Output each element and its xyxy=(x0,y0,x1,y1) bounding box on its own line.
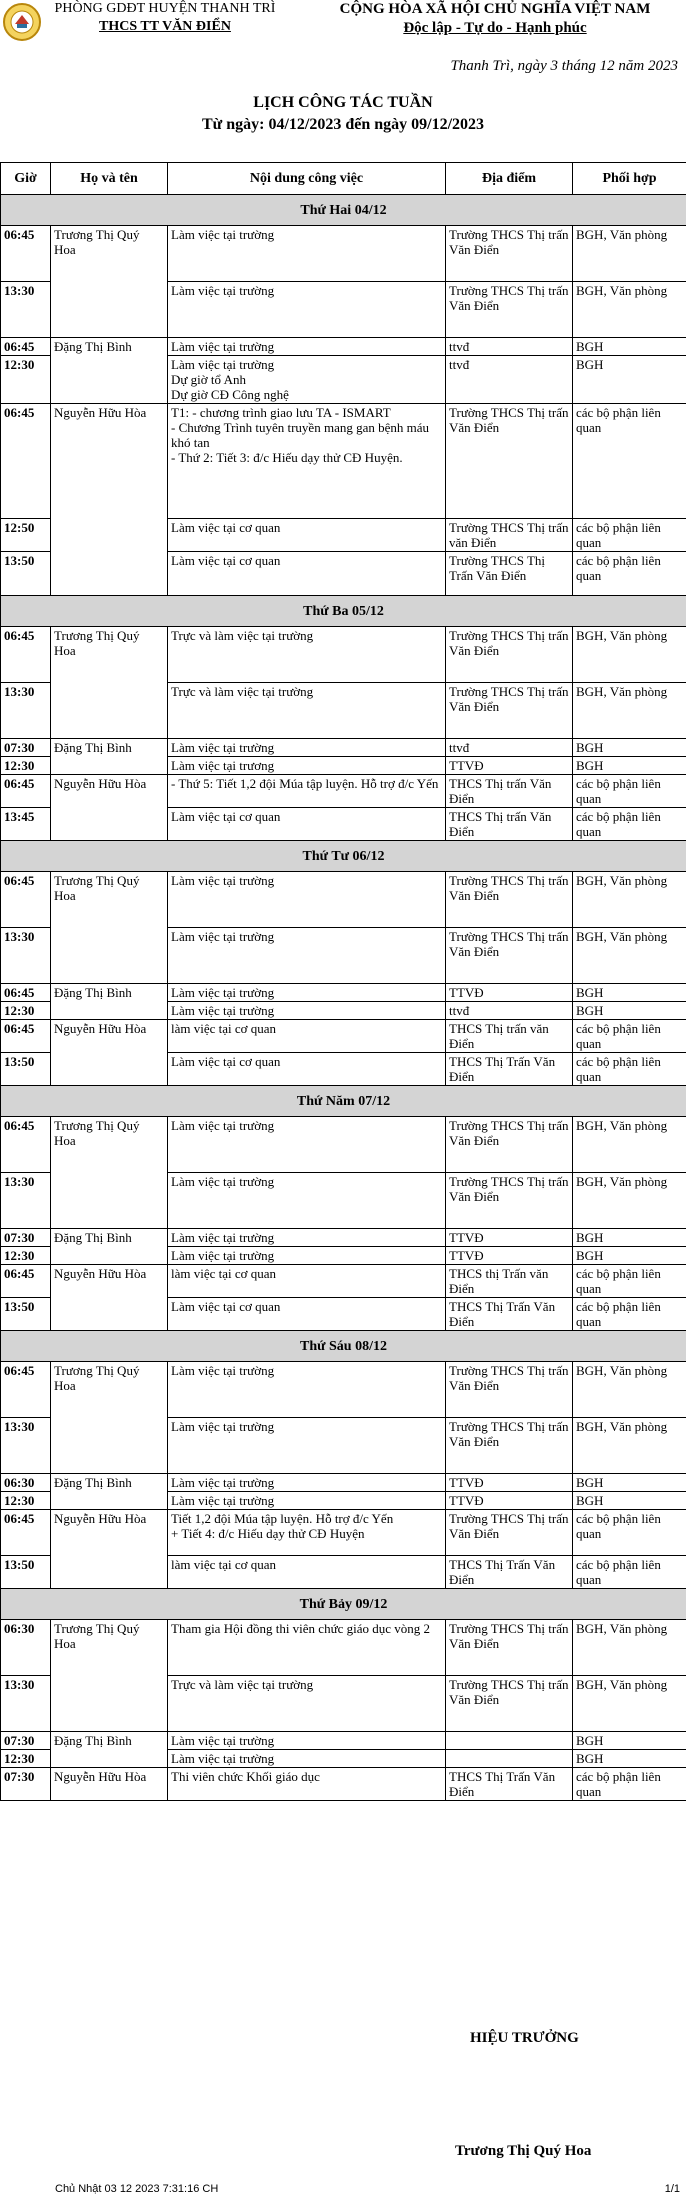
coop-cell: BGH xyxy=(573,1732,686,1750)
table-row xyxy=(1,1768,686,1801)
time-cell: 13:50 xyxy=(1,1556,51,1589)
time-cell: 06:30 xyxy=(1,1474,51,1492)
coop-cell: BGH xyxy=(573,1474,686,1492)
content-cell: Làm việc tại trường xyxy=(168,1418,446,1474)
location-cell: Trường THCS Thị trấn Văn Điển xyxy=(446,928,573,984)
coop-cell: BGH, Văn phòng xyxy=(573,226,686,282)
content-cell: Làm việc tại trường xyxy=(168,1492,446,1510)
content-cell: Làm việc tại trường xyxy=(168,984,446,1002)
person-name-cell: Nguyễn Hữu Hòa xyxy=(51,1768,168,1801)
person-name-cell: Trương Thị Quý Hoa xyxy=(51,1117,168,1229)
day-label: Thứ Hai 04/12 xyxy=(1,195,686,226)
content-cell: T1: - chương trình giao lưu TA - ISMART - Chương Trình tuyên truyền mang gan bệnh máu khó tan - Thứ 2: Tiết 3: đ/c Hiếu dạy thử CĐ Huyện. xyxy=(168,404,446,519)
location-cell: TTVĐ xyxy=(446,1229,573,1247)
col-time-header: Giờ xyxy=(1,163,51,195)
content-cell: Làm việc tại cơ quan xyxy=(168,1298,446,1331)
time-cell: 13:30 xyxy=(1,1676,51,1732)
person-name-cell: Nguyễn Hữu Hòa xyxy=(51,775,168,841)
location-cell: THCS Thị Trấn Văn Điển xyxy=(446,1556,573,1589)
location-cell: TTVĐ xyxy=(446,1492,573,1510)
content-cell: Làm việc tại trương xyxy=(168,757,446,775)
table-row xyxy=(1,739,686,757)
time-cell: 07:30 xyxy=(1,1768,51,1801)
time-cell: 07:30 xyxy=(1,1732,51,1750)
coop-cell: BGH xyxy=(573,1247,686,1265)
time-cell: 13:30 xyxy=(1,1173,51,1229)
location-cell: Trường THCS Thị trấn Văn Điển xyxy=(446,1620,573,1676)
person-name-cell: Đặng Thị Bình xyxy=(51,1474,168,1510)
table-row xyxy=(1,1510,686,1556)
coop-cell: các bộ phận liên quan xyxy=(573,552,686,596)
location-cell xyxy=(446,1750,573,1768)
location-cell: THCS Thị trấn văn Điển xyxy=(446,1020,573,1053)
content-cell: Làm việc tại trường xyxy=(168,338,446,356)
coop-cell: BGH xyxy=(573,356,686,404)
location-cell: THCS Thị trấn Văn Điển xyxy=(446,808,573,841)
person-name-cell: Nguyễn Hữu Hòa xyxy=(51,1510,168,1589)
person-name-cell: Trương Thị Quý Hoa xyxy=(51,1362,168,1474)
col-location-header: Địa điểm xyxy=(446,163,573,195)
table-row xyxy=(1,984,686,1002)
coop-cell: các bộ phận liên quan xyxy=(573,1265,686,1298)
col-coop-header: Phối hợp xyxy=(573,163,686,195)
person-name-cell: Trương Thị Quý Hoa xyxy=(51,1620,168,1732)
location-cell: TTVĐ xyxy=(446,1247,573,1265)
content-cell: Làm việc tại cơ quan xyxy=(168,808,446,841)
location-cell: Trường THCS Thị trấn Văn Điển xyxy=(446,404,573,519)
day-header-row xyxy=(1,1086,686,1117)
location-cell: ttvđ xyxy=(446,739,573,757)
time-cell: 06:45 xyxy=(1,1020,51,1053)
time-cell: 13:45 xyxy=(1,808,51,841)
coop-cell: các bộ phận liên quan xyxy=(573,1768,686,1801)
coop-cell: BGH, Văn phòng xyxy=(573,928,686,984)
content-cell: Làm việc tại trường xyxy=(168,282,446,338)
location-cell: ttvđ xyxy=(446,356,573,404)
time-cell: 12:30 xyxy=(1,1492,51,1510)
time-cell: 06:45 xyxy=(1,627,51,683)
day-label: Thứ Bảy 09/12 xyxy=(1,1589,686,1620)
time-cell: 12:30 xyxy=(1,757,51,775)
content-cell: - Thứ 5: Tiết 1,2 đội Múa tập luyện. Hỗ trợ đ/c Yến xyxy=(168,775,446,808)
coop-cell: các bộ phận liên quan xyxy=(573,1053,686,1086)
time-cell: 06:45 xyxy=(1,226,51,282)
table-row xyxy=(1,1229,686,1247)
day-header-row xyxy=(1,841,686,872)
page-number: 1/1 xyxy=(664,2183,680,2195)
content-cell: Làm việc tại trường xyxy=(168,739,446,757)
person-name-cell: Trương Thị Quý Hoa xyxy=(51,627,168,739)
location-cell: TTVĐ xyxy=(446,757,573,775)
day-header-row xyxy=(1,1331,686,1362)
time-cell: 13:30 xyxy=(1,683,51,739)
coop-cell: BGH xyxy=(573,984,686,1002)
coop-cell: BGH, Văn phòng xyxy=(573,1117,686,1173)
table-row xyxy=(1,1732,686,1750)
time-cell: 13:30 xyxy=(1,282,51,338)
coop-cell: BGH xyxy=(573,338,686,356)
person-name-cell: Đặng Thị Bình xyxy=(51,1229,168,1265)
content-cell: Làm việc tại trường xyxy=(168,1362,446,1418)
content-cell: Làm việc tại cơ quan xyxy=(168,1053,446,1086)
col-name-header: Họ và tên xyxy=(51,163,168,195)
coop-cell: các bộ phận liên quan xyxy=(573,1510,686,1556)
location-cell: ttvđ xyxy=(446,338,573,356)
time-cell: 06:45 xyxy=(1,1362,51,1418)
person-name-cell: Trương Thị Quý Hoa xyxy=(51,226,168,338)
day-label: Thứ Ba 05/12 xyxy=(1,596,686,627)
location-cell: Trường THCS Thị trấn Văn Điển xyxy=(446,226,573,282)
content-cell: Tham gia Hội đồng thi viên chức giáo dục vòng 2 xyxy=(168,1620,446,1676)
content-cell: Làm việc tại trường xyxy=(168,872,446,928)
time-cell: 13:50 xyxy=(1,552,51,596)
document-date: Thanh Trì, ngày 3 tháng 12 năm 2023 xyxy=(450,58,678,74)
day-label: Thứ Tư 06/12 xyxy=(1,841,686,872)
location-cell: ttvđ xyxy=(446,1002,573,1020)
table-header-row xyxy=(1,163,686,195)
day-label: Thứ Sáu 08/12 xyxy=(1,1331,686,1362)
content-cell: Làm việc tại trường xyxy=(168,1002,446,1020)
person-name-cell: Đặng Thị Bình xyxy=(51,984,168,1020)
table-row xyxy=(1,1020,686,1053)
location-cell: TTVĐ xyxy=(446,984,573,1002)
table-row xyxy=(1,1362,686,1418)
time-cell: 06:45 xyxy=(1,775,51,808)
content-cell: Làm việc tại trường Dự giờ tổ Anh Dự giờ CĐ Công nghệ xyxy=(168,356,446,404)
table-row xyxy=(1,1117,686,1173)
location-cell: THCS Thị trấn Văn Điển xyxy=(446,775,573,808)
time-cell: 06:45 xyxy=(1,1265,51,1298)
coop-cell: BGH xyxy=(573,1229,686,1247)
coop-cell: BGH, Văn phòng xyxy=(573,1676,686,1732)
content-cell: Làm việc tại trường xyxy=(168,1732,446,1750)
content-cell: Làm việc tại cơ quan xyxy=(168,519,446,552)
coop-cell: BGH xyxy=(573,1002,686,1020)
coop-cell: các bộ phận liên quan xyxy=(573,1298,686,1331)
signature-title: HIỆU TRƯỞNG xyxy=(470,2030,579,2046)
time-cell: 06:45 xyxy=(1,984,51,1002)
print-timestamp: Chủ Nhật 03 12 2023 7:31:16 CH xyxy=(55,2183,219,2195)
table-row xyxy=(1,1620,686,1676)
time-cell: 12:30 xyxy=(1,1750,51,1768)
coop-cell: BGH xyxy=(573,1750,686,1768)
coop-cell: BGH, Văn phòng xyxy=(573,1418,686,1474)
signature-name: Trương Thị Quý Hoa xyxy=(455,2143,592,2159)
coop-cell: BGH xyxy=(573,739,686,757)
location-cell: THCS Thị Trấn Văn Điển xyxy=(446,1298,573,1331)
coop-cell: BGH, Văn phòng xyxy=(573,627,686,683)
location-cell: Trường THCS Thị trấn Văn Điển xyxy=(446,282,573,338)
coop-cell: BGH, Văn phòng xyxy=(573,1362,686,1418)
time-cell: 07:30 xyxy=(1,1229,51,1247)
coop-cell: các bộ phận liên quan xyxy=(573,775,686,808)
location-cell: Trường THCS Thị trấn Văn Điển xyxy=(446,1362,573,1418)
nation-title: CỘNG HÒA XÃ HỘI CHỦ NGHĨA VIỆT NAM xyxy=(339,1,651,17)
table-row xyxy=(1,775,686,808)
person-name-cell: Đặng Thị Bình xyxy=(51,338,168,404)
coop-cell: BGH, Văn phòng xyxy=(573,872,686,928)
location-cell xyxy=(446,1732,573,1750)
content-cell: làm việc tại cơ quan xyxy=(168,1556,446,1589)
location-cell: Trường THCS Thị trấn Văn Điển xyxy=(446,1173,573,1229)
coop-cell: các bộ phận liên quan xyxy=(573,808,686,841)
time-cell: 12:30 xyxy=(1,1247,51,1265)
time-cell: 12:30 xyxy=(1,356,51,404)
org-school: THCS TT VĂN ĐIỂN xyxy=(99,19,231,34)
time-cell: 06:45 xyxy=(1,404,51,519)
table-row xyxy=(1,338,686,356)
content-cell: Làm việc tại trường xyxy=(168,1750,446,1768)
time-cell: 12:30 xyxy=(1,1002,51,1020)
time-cell: 13:30 xyxy=(1,1418,51,1474)
coop-cell: BGH, Văn phòng xyxy=(573,683,686,739)
location-cell: Trường THCS Thị trấn Văn Điển xyxy=(446,1418,573,1474)
day-header-row xyxy=(1,596,686,627)
person-name-cell: Nguyễn Hữu Hòa xyxy=(51,1265,168,1331)
time-cell: 13:50 xyxy=(1,1298,51,1331)
content-cell: Trực và làm việc tại trường xyxy=(168,1676,446,1732)
content-cell: Trực và làm việc tại trường xyxy=(168,683,446,739)
person-name-cell: Đặng Thị Bình xyxy=(51,739,168,775)
coop-cell: các bộ phận liên quan xyxy=(573,1020,686,1053)
time-cell: 06:45 xyxy=(1,338,51,356)
table-row xyxy=(1,404,686,519)
col-content-header: Nội dung công việc xyxy=(168,163,446,195)
time-cell: 07:30 xyxy=(1,739,51,757)
day-header-row xyxy=(1,195,686,226)
location-cell: Trường THCS Thị trấn Văn Điển xyxy=(446,1676,573,1732)
location-cell: Trường THCS Thị trấn Văn Điển xyxy=(446,872,573,928)
location-cell: THCS Thị Trấn Văn Điển xyxy=(446,1053,573,1086)
content-cell: Làm việc tại trường xyxy=(168,226,446,282)
time-cell: 06:30 xyxy=(1,1620,51,1676)
table-row xyxy=(1,1265,686,1298)
page-title: LỊCH CÔNG TÁC TUẦN xyxy=(253,94,433,111)
table-row xyxy=(1,627,686,683)
time-cell: 13:30 xyxy=(1,928,51,984)
location-cell: Trường THCS Thị trấn Văn Điển xyxy=(446,627,573,683)
coop-cell: các bộ phận liên quan xyxy=(573,1556,686,1589)
coop-cell: BGH, Văn phòng xyxy=(573,282,686,338)
content-cell: làm việc tại cơ quan xyxy=(168,1020,446,1053)
coop-cell: BGH, Văn phòng xyxy=(573,1173,686,1229)
page-subtitle: Từ ngày: 04/12/2023 đến ngày 09/12/2023 xyxy=(201,116,485,133)
nation-header xyxy=(310,0,680,38)
day-label: Thứ Năm 07/12 xyxy=(1,1086,686,1117)
person-name-cell: Trương Thị Quý Hoa xyxy=(51,872,168,984)
location-cell: Trường THCS Thị trấn Văn Điển xyxy=(446,1510,573,1556)
person-name-cell: Nguyễn Hữu Hòa xyxy=(51,1020,168,1086)
content-cell: Làm việc tại trường xyxy=(168,1229,446,1247)
table-row xyxy=(1,226,686,282)
table-row xyxy=(1,872,686,928)
content-cell: làm việc tại cơ quan xyxy=(168,1265,446,1298)
location-cell: TTVĐ xyxy=(446,1474,573,1492)
day-header-row xyxy=(1,1589,686,1620)
content-cell: Làm việc tại trường xyxy=(168,928,446,984)
table-row xyxy=(1,1474,686,1492)
time-cell: 06:45 xyxy=(1,872,51,928)
time-cell: 12:50 xyxy=(1,519,51,552)
location-cell: THCS Thị Trấn Văn Điển xyxy=(446,1768,573,1801)
content-cell: Làm việc tại trường xyxy=(168,1117,446,1173)
location-cell: Trường THCS Thị Trấn Văn Điển xyxy=(446,552,573,596)
time-cell: 13:50 xyxy=(1,1053,51,1086)
coop-cell: các bộ phận liên quan xyxy=(573,404,686,519)
schedule-body xyxy=(1,195,686,1801)
content-cell: Thi viên chức Khối giáo dục xyxy=(168,1768,446,1801)
org-header xyxy=(20,0,310,36)
content-cell: Trực và làm việc tại trường xyxy=(168,627,446,683)
coop-cell: BGH xyxy=(573,1492,686,1510)
content-cell: Làm việc tại trường xyxy=(168,1173,446,1229)
person-name-cell: Đặng Thị Bình xyxy=(51,1732,168,1768)
content-cell: Làm việc tại cơ quan xyxy=(168,552,446,596)
nation-motto: Độc lập - Tự do - Hạnh phúc xyxy=(403,20,587,36)
location-cell: Trường THCS Thị trấn văn Điển xyxy=(446,519,573,552)
coop-cell: BGH xyxy=(573,757,686,775)
location-cell: THCS thị Trấn văn Điển xyxy=(446,1265,573,1298)
coop-cell: các bộ phận liên quan xyxy=(573,519,686,552)
content-cell: Làm việc tại trường xyxy=(168,1474,446,1492)
time-cell: 06:45 xyxy=(1,1510,51,1556)
org-department: PHÒNG GDĐT HUYỆN THANH TRÌ xyxy=(54,1,276,16)
time-cell: 06:45 xyxy=(1,1117,51,1173)
content-cell: Tiết 1,2 đội Múa tập luyện. Hỗ trợ đ/c Yến + Tiết 4: đ/c Hiếu dạy thử CĐ Huyện xyxy=(168,1510,446,1556)
location-cell: Trường THCS Thị trấn Văn Điển xyxy=(446,1117,573,1173)
location-cell: Trường THCS Thị trấn Văn Điển xyxy=(446,683,573,739)
coop-cell: BGH, Văn phòng xyxy=(573,1620,686,1676)
person-name-cell: Nguyễn Hữu Hòa xyxy=(51,404,168,596)
content-cell: Làm việc tại trường xyxy=(168,1247,446,1265)
schedule-table xyxy=(0,162,686,1801)
